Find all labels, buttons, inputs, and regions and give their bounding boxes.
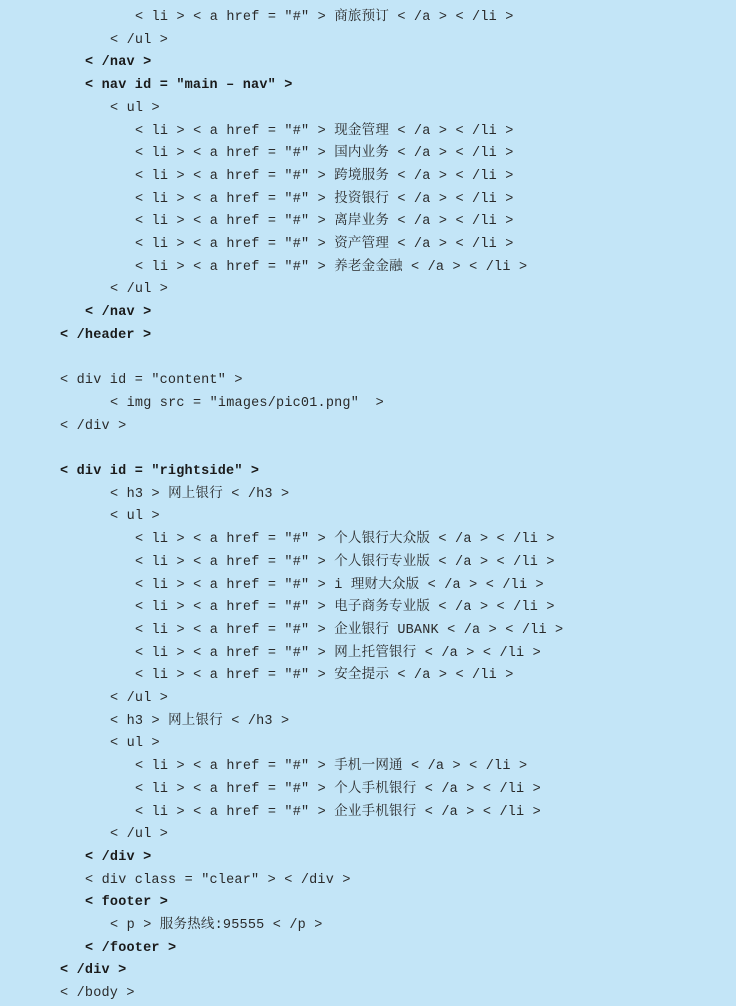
code-line: < p > 服务热线:95555 < /p >	[110, 918, 323, 933]
code-line: < li > < a href = "#" > 电子商务专业版 < /a > < /li >	[135, 600, 555, 616]
code-line: < li > < a href = "#" > 国内业务 < /a > < /li >	[135, 146, 514, 162]
code-line: < ul >	[110, 736, 160, 752]
code-line: < div id = "rightside" >	[60, 464, 260, 479]
code-line: < li > < a href = "#" > 网上托管银行 < /a > < /li >	[135, 645, 541, 661]
code-line: < /ul >	[110, 827, 169, 843]
code-line: < /header >	[60, 327, 152, 343]
code-line: < ul >	[110, 100, 160, 116]
code-line: < div id = "content" >	[60, 373, 243, 389]
code-line: < /ul >	[110, 32, 169, 48]
code-line: < /nav >	[85, 55, 152, 71]
code-line: < li > < a href = "#" > 个人银行大众版 < /a > < /li >	[135, 532, 555, 548]
code-line: < img src = "images/pic01.png" >	[110, 395, 384, 411]
code-line: < li > < a href = "#" > 养老金金融 < /a > < /li >	[135, 259, 528, 275]
code-line: < li > < a href = "#" > 个人手机银行 < /a > < /li >	[135, 781, 541, 797]
code-line: < h3 > 网上银行 < /h3 >	[110, 486, 290, 502]
code-line: < /body >	[60, 986, 135, 1002]
code-line: < /div >	[60, 963, 127, 979]
code-line: < li > < a href = "#" > 离岸业务 < /a > < /li >	[135, 214, 514, 230]
code-line: < /ul >	[110, 282, 169, 298]
code-line: < div class = "clear" > < /div >	[85, 872, 351, 888]
code-line: < /div >	[85, 849, 152, 865]
code-line: < li > < a href = "#" > 企业银行 UBANK < /a > < /li >	[135, 622, 564, 638]
code-line: < li > < a href = "#" > 企业手机银行 < /a > < /li >	[135, 804, 541, 820]
code-line: < li > < a href = "#" > 跨境服务 < /a > < /li >	[135, 168, 514, 184]
code-line: < /footer >	[85, 940, 177, 956]
code-line: < li > < a href = "#" > 商旅预订 < /a > < /li >	[135, 10, 514, 25]
code-line: < li > < a href = "#" > i 理财大众版 < /a > < /li >	[135, 577, 544, 593]
code-line: < li > < a href = "#" > 手机一网通 < /a > < /li >	[135, 759, 528, 775]
code-line: < li > < a href = "#" > 投资银行 < /a > < /li >	[135, 191, 514, 207]
code-line: < ul >	[110, 509, 160, 525]
code-line: < li > < a href = "#" > 资产管理 < /a > < /li >	[135, 237, 514, 252]
code-line: < /ul >	[110, 691, 169, 706]
code-line: < footer >	[85, 895, 169, 911]
code-line: < /div >	[60, 418, 127, 434]
code-line: < li > < a href = "#" > 现金管理 < /a > < /li >	[135, 123, 514, 139]
code-line: < h3 > 网上银行 < /h3 >	[110, 713, 290, 729]
code-line: < nav id = "main – nav" >	[85, 78, 293, 94]
code-line: < /nav >	[85, 305, 152, 321]
code-line: < li > < a href = "#" > 安全提示 < /a > < /li >	[135, 668, 514, 684]
code-line: < li > < a href = "#" > 个人银行专业版 < /a > < /li >	[135, 554, 555, 570]
